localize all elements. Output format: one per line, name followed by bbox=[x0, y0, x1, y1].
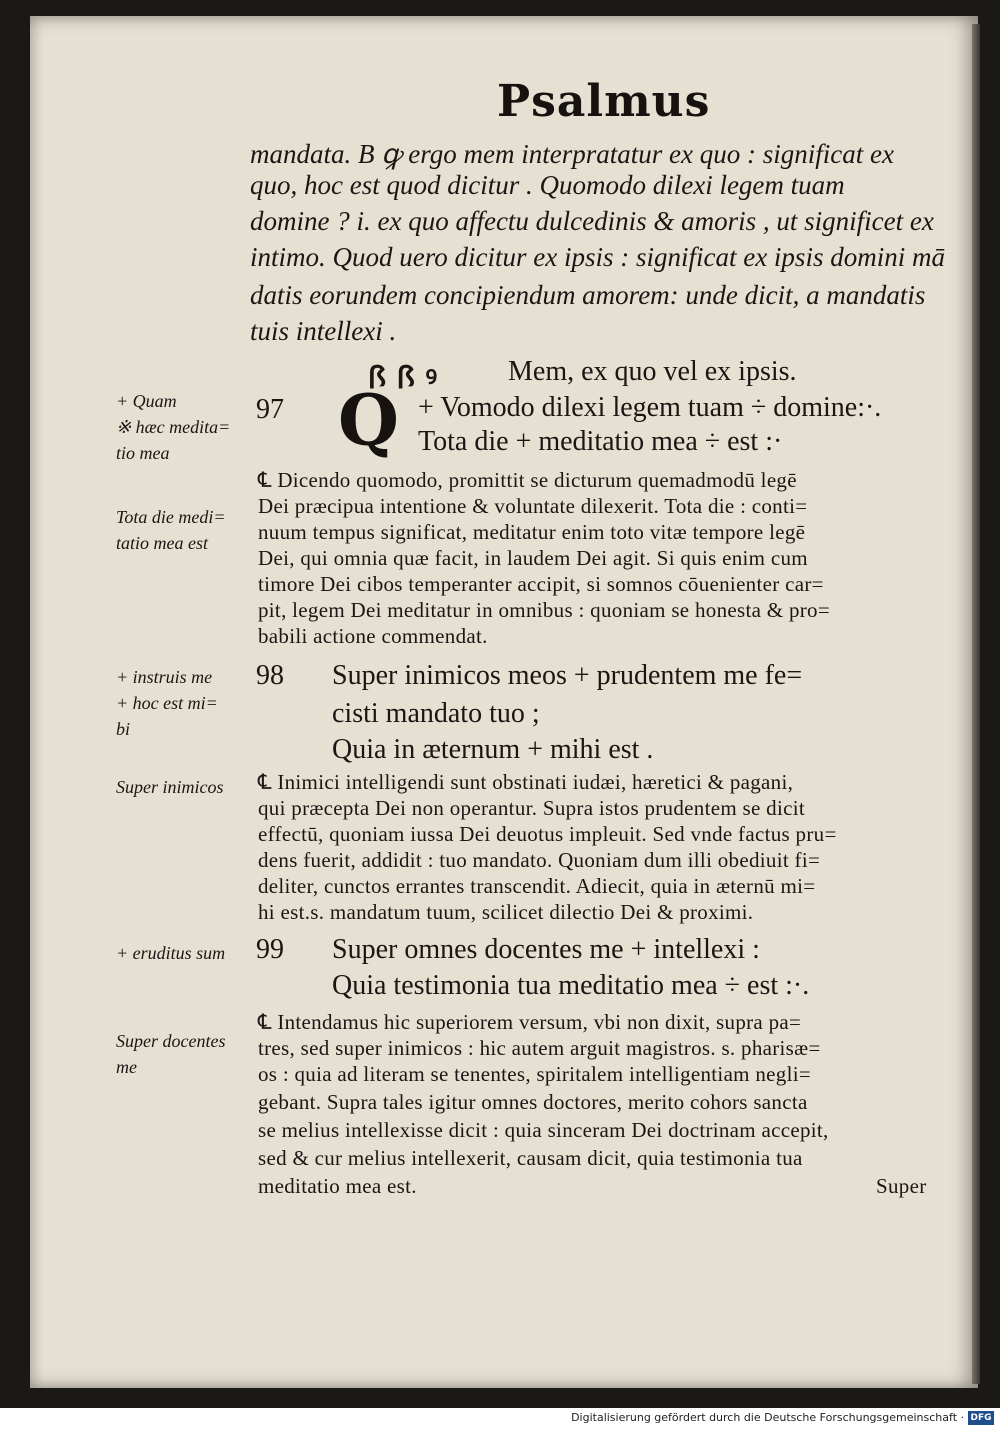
commentary-line: qui præcepta Dei non operantur. Supra istos prudentem se dicit bbox=[258, 796, 805, 820]
commentary-line: tres, sed super inimicos : hic autem arguit magistros. s. pharisæ= bbox=[258, 1036, 821, 1060]
commentary-line: gebant. Supra tales igitur omnes doctores, merito cohors sancta bbox=[258, 1090, 808, 1114]
catchword: Super bbox=[876, 1174, 927, 1198]
verse-line: Quia in æternum + mihi est . bbox=[332, 734, 654, 765]
commentary-line: ℄ Dicendo quomodo, promittit se dicturum quemadmodū legē bbox=[258, 468, 797, 492]
verse-line: Super omnes docentes me + intellexi : bbox=[332, 934, 760, 965]
verse-line: + Vomodo dilexi legem tuam ÷ domine:·. bbox=[418, 392, 882, 423]
margin-note: Tota die medi= tatio mea est bbox=[116, 507, 226, 553]
intro-line: mandata. B ꝙ ergo mem interpratatur ex quo : significat ex bbox=[250, 139, 894, 169]
margin-note: Super docentes me bbox=[116, 1031, 226, 1077]
commentary-line: os : quia ad literam se tenentes, spiritalem intelligentiam negli= bbox=[258, 1062, 812, 1086]
margin-note: + eruditus sum bbox=[116, 943, 226, 963]
commentary-line: babili actione commendat. bbox=[258, 624, 488, 648]
verse-line: cisti mandato tuo ; bbox=[332, 698, 540, 729]
commentary-line: timore Dei cibos temperanter accipit, si somnos cōuenienter car= bbox=[258, 572, 824, 596]
intro-line: tuis intellexi . bbox=[250, 316, 397, 346]
hebrew-letters: ꟗ ꟗ ꝰ bbox=[368, 361, 438, 396]
verse-number: 97 bbox=[256, 394, 284, 425]
section-title: Mem, ex quo vel ex ipsis. bbox=[508, 356, 797, 387]
page-edge bbox=[972, 24, 980, 1384]
intro-line: quo, hoc est quod dicitur . Quomodo dilexi legem tuam bbox=[250, 170, 845, 200]
commentary-line: hi est.s. mandatum tuum, scilicet dilectio Dei & proximi. bbox=[258, 900, 754, 924]
commentary-line: deliter, cunctos errantes transcendit. Adiecit, quia in æternū mi= bbox=[258, 874, 816, 898]
margin-note: + Quam ※ hæc medita= tio mea bbox=[116, 391, 231, 463]
funding-credit: Digitalisierung gefördert durch die Deutsche Forschungsgemeinschaft · bbox=[571, 1411, 964, 1424]
commentary-line: Dei præcipua intentione & voluntate dilexerit. Tota die : conti= bbox=[258, 494, 808, 518]
commentary-line: ℄ Intendamus hic superiorem versum, vbi non dixit, supra pa= bbox=[258, 1010, 802, 1034]
verse-number: 99 bbox=[256, 934, 284, 965]
commentary-line: se melius intellexisse dicit : quia sinceram Dei doctrinam accepit, bbox=[258, 1118, 829, 1142]
verse-line: Super inimicos meos + prudentem me fe= bbox=[332, 660, 803, 691]
commentary-line: Dei, qui omnia quæ facit, in laudem Dei agit. Si quis enim cum bbox=[258, 546, 808, 570]
decorated-initial: Q bbox=[338, 379, 399, 462]
intro-line: intimo. Quod uero dicitur ex ipsis : significat ex ipsis domini mā bbox=[250, 242, 945, 272]
commentary-line: nuum tempus significat, meditatur enim toto vitæ tempore legē bbox=[258, 520, 806, 544]
commentary-line: sed & cur melius intellexerit, causam dicit, quia testimonia tua bbox=[258, 1146, 803, 1170]
commentary-line: effectū, quoniam iussa Dei deuotus impleuit. Sed vnde factus pru= bbox=[258, 822, 837, 846]
intro-line: domine ? i. ex quo affectu dulcedinis & amoris , ut significet ex bbox=[250, 206, 934, 236]
verse-line: Tota die + meditatio mea ÷ est :· bbox=[418, 426, 783, 457]
dfg-logo: DFG bbox=[968, 1411, 994, 1425]
intro-line: datis eorundem concipiendum amorem: unde dicit, a mandatis bbox=[250, 280, 926, 310]
verse-number: 98 bbox=[256, 660, 284, 691]
margin-note: + instruis me + hoc est mi= bi bbox=[116, 667, 218, 739]
verse-line: Quia testimonia tua meditatio mea ÷ est :·. bbox=[332, 970, 810, 1001]
commentary-line: meditatio mea est. bbox=[258, 1174, 417, 1198]
margin-note: Super inimicos bbox=[116, 777, 224, 797]
commentary-line: pit, legem Dei meditatur in omnibus : quoniam se honesta & pro= bbox=[258, 598, 830, 622]
footer-bar bbox=[0, 1408, 1000, 1429]
commentary-line: ℄ Inimici intelligendi sunt obstinati iudæi, hæretici & pagani, bbox=[258, 770, 794, 794]
commentary-line: dens fuerit, addidit : tuo mandato. Quoniam dum illi obediuit fi= bbox=[258, 848, 821, 872]
page-title: Psalmus bbox=[497, 76, 711, 127]
